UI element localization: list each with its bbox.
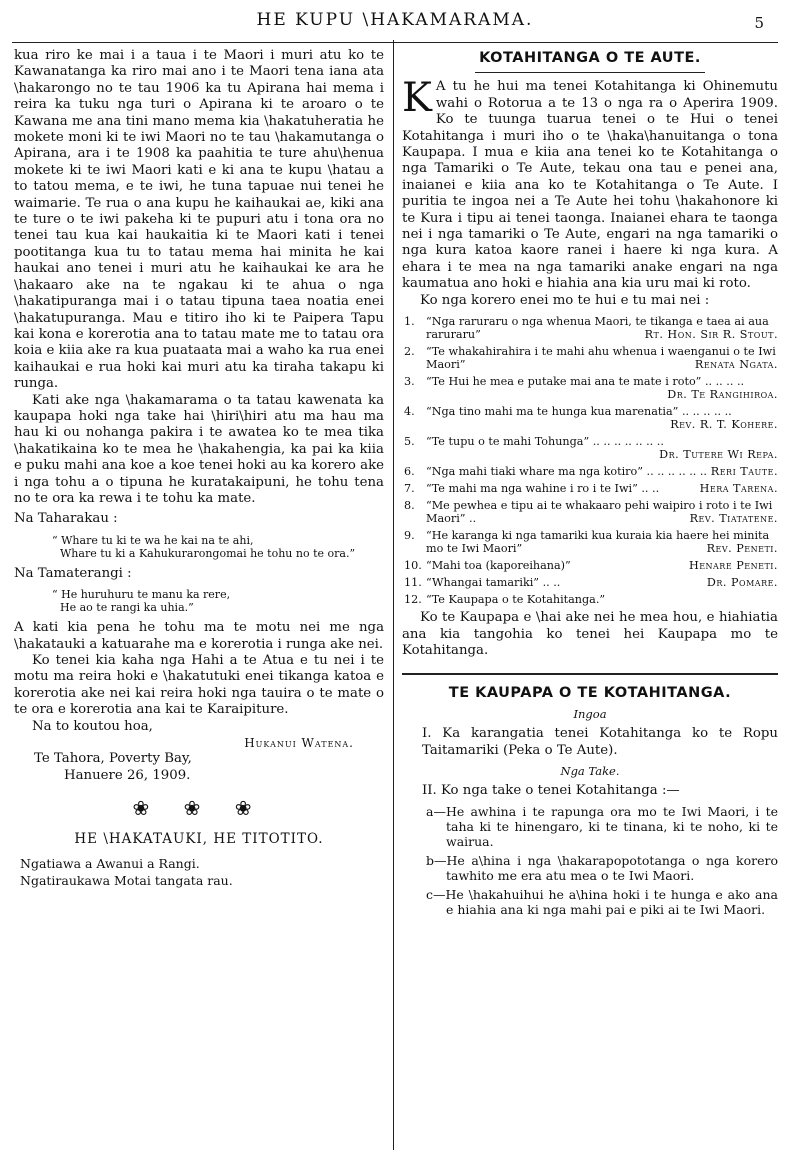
item-text: “Nga tino mahi ma te hunga kua marenatia” .. .. .. .. .. bbox=[426, 405, 732, 419]
item-number: 11. bbox=[404, 576, 422, 590]
item-text: “Me pewhea e tipu ai te whakaaro pehi waipiro i roto i te Iwi Maori” .. bbox=[426, 499, 773, 526]
intro-paragraph bbox=[402, 75, 778, 292]
item-text: “Te mahi ma nga wahine i ro i te Iwi” .. .. bbox=[426, 482, 660, 496]
closing-line: Na to koutou hoa, bbox=[32, 718, 153, 734]
item-text: “Nga raruraru o nga whenua Maori, te tikanga e taea ai aua raruraru” bbox=[426, 315, 769, 342]
proverb-line: Ngatiraukawa Motai tangata rau. bbox=[20, 873, 233, 889]
heading-kaupapa: TE KAUPAPA O TE KOTAHITANGA. bbox=[448, 685, 732, 702]
heading-kotahitanga: KOTAHITANGA O TE AUTE. bbox=[479, 50, 701, 66]
proverbs-title: HE \HAKATAUKI, HE TITOTITO. bbox=[74, 830, 324, 847]
section-one: I. Ka karangatia tenei Kotahitanga ko te Ropu Taitamariki (Peka o Te Aute). bbox=[422, 726, 778, 758]
list-item bbox=[402, 593, 778, 606]
page-number: 5 bbox=[754, 14, 764, 32]
left-paragraph-3: A kati kia pena he tohu ma te motu nei me nga \hakatauki a katuarahe ma e korerotia i runga ake nei. bbox=[14, 620, 384, 652]
section-rule bbox=[402, 673, 778, 675]
list-item bbox=[402, 529, 778, 555]
subheading-nga-take: Nga Take. bbox=[560, 763, 620, 778]
list-item bbox=[402, 315, 778, 341]
item-text: “Te tupu o te mahi Tohunga” .. .. .. .. .. .. .. bbox=[426, 435, 664, 449]
verse-tamaterangi bbox=[52, 588, 384, 614]
flower-ornaments: ❀ ❀ ❀ bbox=[132, 796, 266, 821]
list-item bbox=[402, 465, 778, 478]
item-number: 5. bbox=[404, 435, 415, 449]
header-rule bbox=[12, 42, 778, 43]
sub-item-a: a—He awhina i te rapunga ora mo te Iwi Maori, i te taha ki te hinengaro, ki te tinana, ki te noho, ki te wairua. bbox=[426, 803, 778, 849]
item-author: Rev. Tiatatene. bbox=[689, 512, 778, 526]
heading-underline bbox=[475, 72, 705, 73]
list-item bbox=[402, 559, 778, 572]
item-author: Rev. R. T. Kohere. bbox=[670, 418, 778, 432]
item-text: “Te Kaupapa o te Kotahitanga.” bbox=[426, 593, 606, 607]
list-item bbox=[402, 345, 778, 371]
item-number: 9. bbox=[404, 529, 415, 543]
item-author: Dr. Te Rangihiroa. bbox=[667, 388, 778, 402]
column-divider bbox=[393, 40, 394, 1150]
section-two: II. Ko nga take o tenei Kotahitanga :— bbox=[422, 783, 680, 799]
item-text: “Te whakahirahira i te mahi ahu whenua i waenganui o te Iwi Maori” bbox=[426, 345, 776, 372]
item-author: Henare Peneti. bbox=[688, 559, 778, 573]
item-number: 12. bbox=[404, 593, 422, 607]
item-number: 6. bbox=[404, 465, 415, 479]
outro-paragraph: Ko te Kaupapa e \hai ake nei he mea hou, e hiahiatia ana kia tangohia ko tenei hei Kaupapa mo te Kotahitanga. bbox=[402, 610, 778, 658]
item-text: “Nga mahi tiaki whare ma nga kotiro” .. .. .. .. .. .. bbox=[426, 465, 707, 479]
item-text: “He karanga ki nga tamariki kua kuraia kia haere hei minita mo te Iwi Maori” bbox=[426, 529, 770, 556]
verse-line: Whare tu ki a Kahukurarongomai he tohu no te ora.” bbox=[60, 546, 356, 560]
item-author: Reri Taute. bbox=[710, 465, 778, 479]
left-paragraph-2: Kati ake nga \hakamarama o ta tatau kawenata ka kaupapa hoki nga take hai \hiri\hiri atu ma hau ma hau ki ou nohanga pakira i te awatea ko te mea tika \hakatikaina ko te mea he \hakahengia, ka pai ka kiia e puku mahi ana koe a koe tenei hoki au ka korero ake i nga tohu a o tipuna he kuratakaipuni, he tohu tena no te ora ka rewa i te tohu ka mate. bbox=[14, 392, 384, 506]
item-text: “Mahi toa (kaporeihana)” bbox=[426, 559, 571, 573]
left-paragraph-4: Ko tenei kia kaha nga Hahi a te Atua e tu nei i te motu ma reira hoki e \hakatutuki enei tikanga katoa e korerotia ake nei kai reira hoki nga tauira o te mate o te ora e korerotia ana kai te Karaipiture. bbox=[14, 653, 384, 718]
running-title: HE KUPU \HAKAMARAMA. bbox=[256, 10, 534, 30]
list-item bbox=[402, 435, 778, 461]
drop-cap: K bbox=[402, 75, 432, 122]
left-paragraph-1: kua riro ke mai i a taua i te Maori i muri atu ko te Kawanatanga ka riro mai ano i te Maori tena iana ata \hakarongo no te tau 1906 ka tu Apirana hai mema i reira ka tuku nga turi o Apirana ki te aroaro o te Kawana me ana tini mano mema kia \hakatuheratia he mokete moni ki te iwi Maori no te tau \hakamutanga o Apirana, ara i te 1908 ka paahitia te ture ahu\henua mokete ki te iwi Maori kati e ki ana te kupu \hatau a to tatou mema, e te iwi, he tuna tapuae nui tenei he waimarie. Te rua o ana kupu he kaihaukai ae, kiki ana te ture o te iwi pakeha ki te pupuri atu i tona ora no tenei tau kua kai haukaitia ki te Maori kati i tenei pootitanga kua tu to tatau mema hai minita he kai haukai ano tenei i muri atu he kaihaukai ke ara he \hakaaro ake na te ngakau ki te ahua o nga \hakatipuranga mai i o tatau tipuna taea noatia enei \hakatupuranga. Mau e titiro iho ki te Paipera Tapu kai kona e korerotia ana to tatau mate me to tatau ora koia e kiia ake ra kua puataata mai a waho ka rua enei kaihaukai e rua hoki kai muri atu ka tiraha takapu ki runga. bbox=[14, 48, 384, 392]
item-text: “Whangai tamariki” .. .. bbox=[426, 576, 561, 590]
item-author: Rev. Peneti. bbox=[706, 542, 778, 556]
intro-text: A tu he hui ma tenei Kotahitanga ki Ohinemutu wahi o Rotorua a te 13 o nga ra o Aperira 1909. Ko te tuunga tuarua tenei o te Hui o tenei Kotahitanga i muri iho o te \haka\hanuitanga o tona Kaupapa. I mua e kiia ana tenei ko te Kotahitanga o nga Tamariki o Te Aute, tekau ona tau e penei ana, inaianei e kiia ana ko te Kotahitanga o Te Aute. I puritia te ingoa nei a Te Aute hei tohu \hakahonore ki te Kura i tipu ai tenei taonga. Inaianei ehara te taonga nei i nga tamariki o Te Aute, engari na nga tamariki o nga kura katoa kaore ranei i haere ki nga kura. A ehara i te mea na nga tamariki anake engari na nga kaumatua ano hoki e hiahia ana kia uru mai ki roto. bbox=[402, 79, 778, 292]
topics-list bbox=[402, 315, 778, 606]
speaker-taharakau: Na Taharakau : bbox=[14, 511, 118, 527]
item-number: 3. bbox=[404, 375, 415, 389]
item-number: 10. bbox=[404, 559, 422, 573]
date-line: Hanuere 26, 1909. bbox=[64, 767, 191, 783]
item-text: “Te Hui he mea e putake mai ana te mate i roto” .. .. .. .. bbox=[426, 375, 745, 389]
list-item bbox=[402, 482, 778, 495]
verse-taharakau bbox=[52, 534, 384, 560]
item-number: 4. bbox=[404, 405, 415, 419]
place-line: Te Tahora, Poverty Bay, bbox=[34, 751, 192, 767]
left-column bbox=[14, 48, 384, 889]
item-number: 1. bbox=[404, 315, 415, 329]
list-intro: Ko nga korero enei mo te hui e tu mai nei : bbox=[420, 292, 710, 308]
page-header bbox=[0, 8, 790, 36]
item-author: Renata Ngata. bbox=[694, 358, 778, 372]
subheading-ingoa: Ingoa bbox=[573, 706, 607, 721]
verse-line: “ Whare tu ki te wa he kai na te ahi, bbox=[52, 533, 254, 547]
item-author: Rt. Hon. Sir R. Stout. bbox=[644, 328, 778, 342]
item-number: 7. bbox=[404, 482, 415, 496]
proverb-line: Ngatiawa a Awanui a Rangi. bbox=[20, 856, 200, 872]
sub-item-c: c—He \hakahuihui he a\hina hoki i te hunga e ako ana e hiahia ana ki nga mahi pai e piki ai te Iwi Maori. bbox=[426, 886, 778, 917]
list-item bbox=[402, 576, 778, 589]
verse-line: He ao te rangi ka uhia.” bbox=[60, 601, 194, 615]
list-item bbox=[402, 499, 778, 525]
list-item bbox=[402, 405, 778, 431]
item-number: 2. bbox=[404, 345, 415, 359]
item-author: Hera Tarena. bbox=[699, 482, 778, 496]
item-number: 8. bbox=[404, 499, 415, 513]
sub-item-b: b—He a\hina i nga \hakarapopototanga o nga korero tawhito me era atu mea o te Iwi Maori. bbox=[426, 852, 778, 883]
item-author: Dr. Tutere Wi Repa. bbox=[659, 448, 778, 462]
speaker-tamaterangi: Na Tamaterangi : bbox=[14, 565, 132, 581]
signature: Hukanui Watena. bbox=[244, 736, 354, 751]
right-column bbox=[402, 48, 778, 917]
verse-line: “ He huruhuru te manu ka rere, bbox=[52, 588, 231, 602]
item-author: Dr. Pomare. bbox=[706, 576, 778, 590]
list-item bbox=[402, 375, 778, 401]
